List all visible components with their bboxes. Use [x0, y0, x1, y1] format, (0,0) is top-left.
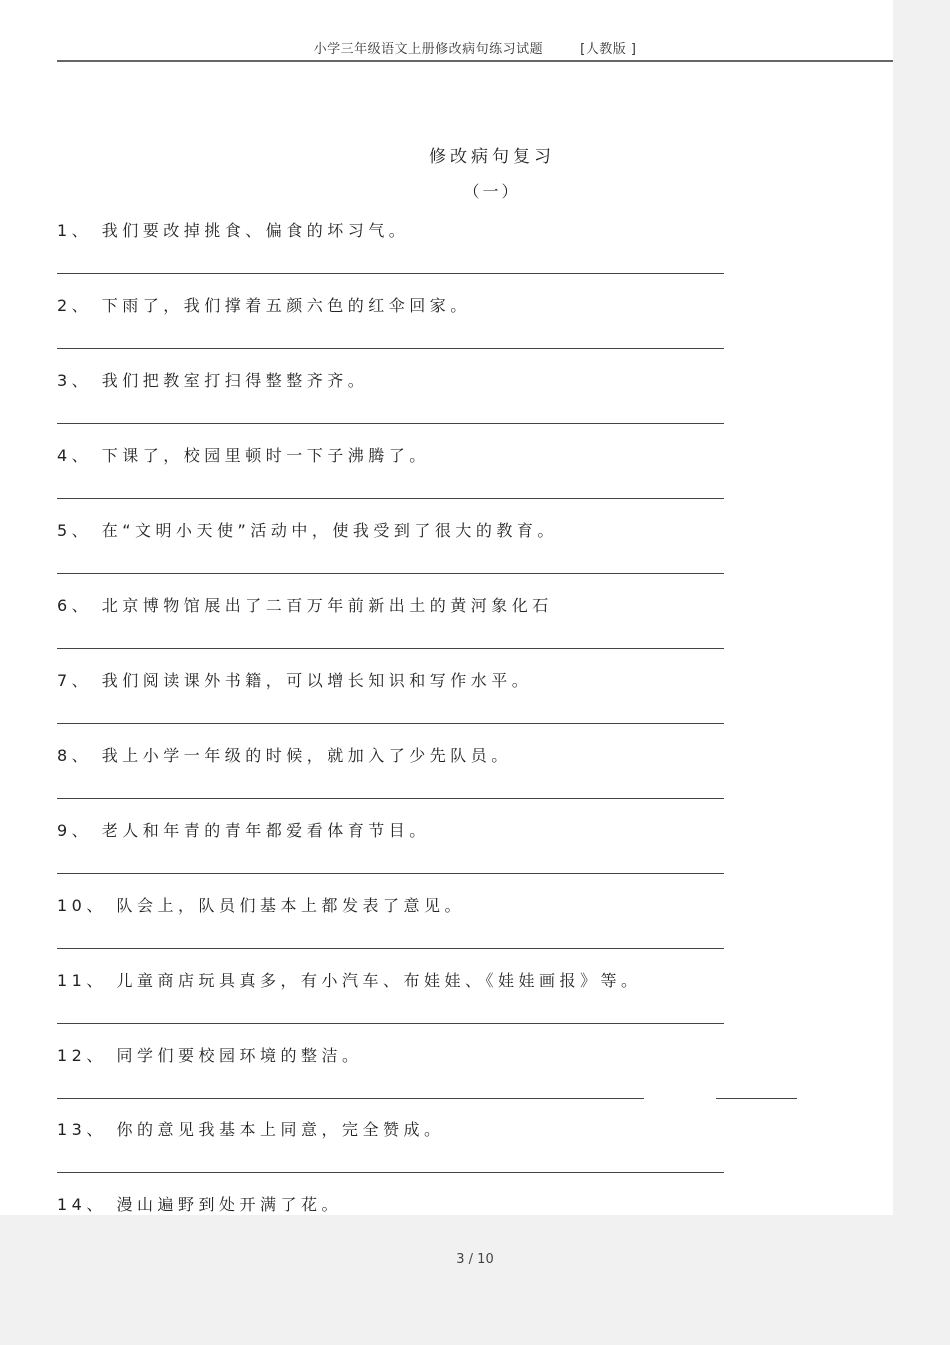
answer-line-4[interactable]: [57, 498, 724, 499]
question-2: 2、 下雨了，我们撑着五颜六色的红伞回家。: [57, 296, 471, 315]
answer-line-8[interactable]: [57, 798, 724, 799]
document-title: 修改病句复习: [429, 147, 555, 167]
answer-line-2[interactable]: [57, 348, 724, 349]
question-13: 13、 你的意见我基本上同意，完全赞成。: [57, 1120, 445, 1139]
question-12: 12、 同学们要校园环境的整洁。: [57, 1046, 363, 1065]
header-rule: [57, 60, 893, 62]
answer-line-10[interactable]: [57, 948, 724, 949]
answer-line-1[interactable]: [57, 273, 724, 274]
answer-line-12b[interactable]: [716, 1098, 797, 1099]
question-5: 5、 在“文明小天使”活动中，使我受到了很大的教育。: [57, 521, 558, 540]
question-14: 14、 漫山遍野到处开满了花。: [57, 1195, 342, 1214]
question-7: 7、 我们阅读课外书籍，可以增长知识和写作水平。: [57, 671, 533, 690]
answer-line-13[interactable]: [57, 1172, 724, 1173]
header-title: 小学三年级语文上册修改病句练习试题: [313, 42, 544, 57]
question-1: 1、 我们要改掉挑食、偏食的坏习气。: [57, 221, 410, 240]
question-9: 9、 老人和年青的青年都爱看体育节目。: [57, 821, 430, 840]
answer-line-3[interactable]: [57, 423, 724, 424]
question-11: 11、 儿童商店玩具真多，有小汽车、布娃娃、《娃娃画报》等。: [57, 971, 642, 990]
answer-line-7[interactable]: [57, 723, 724, 724]
answer-line-9[interactable]: [57, 873, 724, 874]
question-6: 6、 北京博物馆展出了二百万年前新出土的黄河象化石: [57, 596, 553, 615]
answer-line-6[interactable]: [57, 648, 724, 649]
question-10: 10、 队会上，队员们基本上都发表了意见。: [57, 896, 465, 915]
question-8: 8、 我上小学一年级的时候，就加入了少先队员。: [57, 746, 512, 765]
answer-line-5[interactable]: [57, 573, 724, 574]
header-edition: [人教版 ]: [580, 42, 637, 57]
document-subtitle: （一）: [463, 182, 521, 201]
question-4: 4、 下课了，校园里顿时一下子沸腾了。: [57, 446, 430, 465]
page-number: 3 / 10: [456, 1252, 494, 1267]
answer-line-12a[interactable]: [57, 1098, 644, 1099]
question-3: 3、 我们把教室打扫得整整齐齐。: [57, 371, 369, 390]
running-header: [57, 38, 893, 57]
answer-line-11[interactable]: [57, 1023, 724, 1024]
